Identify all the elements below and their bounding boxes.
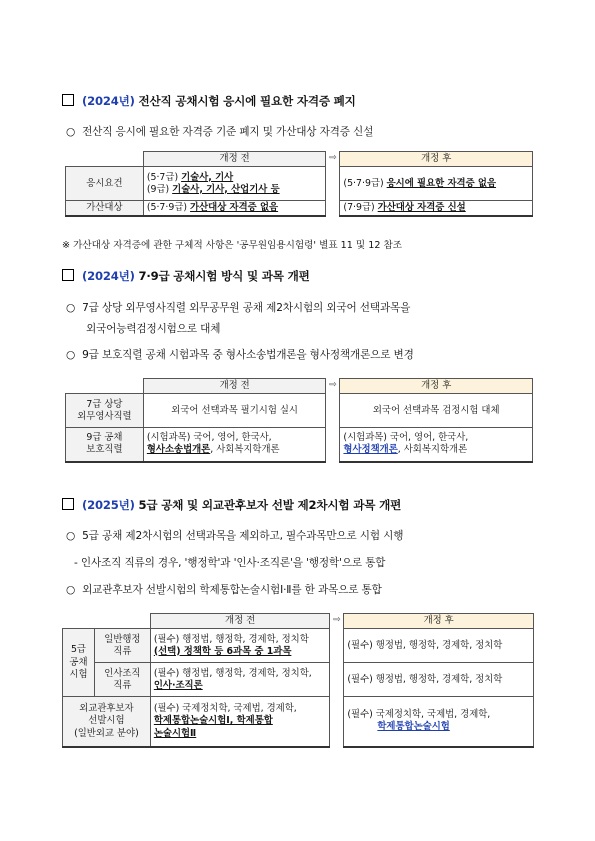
row-label: 외교관후보자 선발시험 (일반외교 분야) [63, 697, 151, 747]
after-header: 개정 후 [340, 379, 533, 394]
section-2-bullet-2: ○ 9급 보호직렬 공채 시험과목 중 형사소송법개론을 형사정책개론으로 변경 [66, 349, 414, 361]
after-cell: (5·7·9급) 응시에 필요한 자격증 없음 [340, 167, 533, 201]
section-3-heading: (2025년) 5급 공채 및 외교관후보자 선발 제2차시험 과목 개편 [62, 497, 401, 513]
checkbox-square-icon [62, 94, 74, 106]
group-label: 5급 공채 시험 [63, 629, 95, 697]
row-label: 7급 상당 외무영사직렬 [66, 394, 144, 428]
table-section-2 [65, 378, 533, 463]
row-label: 가산대상 [66, 201, 144, 217]
before-header: 개정 전 [143, 152, 326, 167]
section-1-heading: (2024년) 전산직 공채시험 응시에 필요한 자격증 폐지 [62, 93, 356, 109]
arrow-right-icon: ⇨ [329, 380, 337, 391]
checkbox-square-icon [62, 498, 74, 510]
after-cell: (시험과목) 국어, 영어, 한국사, 형사정책개론, 사회복지학개론 [340, 428, 533, 462]
before-cell: (시험과목) 국어, 영어, 한국사, 형사소송법개론, 사회복지학개론 [143, 428, 326, 462]
row-label: 일반행정 직류 [94, 629, 150, 663]
arrow-right-icon: ⇨ [333, 615, 341, 626]
after-cell: 외국어 선택과목 검정시험 대체 [340, 394, 533, 428]
after-cell: (필수) 행정법, 행정학, 경제학, 정치학 [344, 629, 534, 663]
after-cell: (7·9급) 가산대상 자격증 신설 [340, 201, 533, 217]
row-label: 응시요건 [66, 167, 144, 201]
before-header: 개정 전 [150, 614, 330, 629]
before-cell: 외국어 선택과목 필기시험 실시 [143, 394, 326, 428]
arrow-right-icon: ⇨ [329, 153, 337, 164]
before-cell: (필수) 국제정치학, 국제법, 경제학, 학제통합논술시험Ⅰ, 학제통합 논술시험Ⅱ [150, 697, 330, 747]
section-1-bullet: ○ 전산직 응시에 필요한 자격증 기준 폐지 및 가산대상 자격증 신설 [66, 126, 374, 138]
section-3-bullet-2: ○ 외교관후보자 선발시험의 학제통합논술시험Ⅰ·Ⅱ를 한 과목으로 통합 [66, 584, 382, 596]
section-3-dash: - 인사조직 직류의 경우, '행정학'과 '인사·조직론'을 '행정학'으로 통합 [74, 557, 386, 569]
section-1-note: ※ 가산대상 자격증에 관한 구체적 사항은 '공무원임용시험령' 별표 11 및 12 참조 [62, 240, 403, 251]
before-cell: (5·7급) 기술사, 기사 (9급) 기술사, 기사, 산업기사 등 [143, 167, 326, 201]
checkbox-square-icon [62, 269, 74, 281]
row-label: 9급 공채 보호직렬 [66, 428, 144, 462]
row-label: 인사조직 직류 [94, 663, 150, 697]
before-cell: (필수) 행정법, 행정학, 경제학, 정치학, 인사·조직론 [150, 663, 330, 697]
table-section-1 [65, 151, 533, 217]
before-header: 개정 전 [143, 379, 326, 394]
after-header: 개정 후 [340, 152, 533, 167]
before-cell: (5·7·9급) 가산대상 자격증 없음 [143, 201, 326, 217]
after-header: 개정 후 [344, 614, 534, 629]
section-2-heading: (2024년) 7·9급 공채시험 방식 및 과목 개편 [62, 268, 310, 284]
after-cell: (필수) 국제정치학, 국제법, 경제학, 학제통합논술시험 [344, 697, 534, 747]
table-section-3 [62, 613, 534, 748]
section-2-bullet-1-cont: 외국어능력검정시험으로 대체 [86, 323, 221, 335]
section-3-bullet-1: ○ 5급 공채 제2차시험의 선택과목을 제외하고, 필수과목만으로 시험 시행 [66, 530, 404, 542]
before-cell: (필수) 행정법, 행정학, 경제학, 정치학 (선택) 정책학 등 6과목 중 1과목 [150, 629, 330, 663]
after-cell: (필수) 행정법, 행정학, 경제학, 정치학 [344, 663, 534, 697]
section-2-bullet-1: ○ 7급 상당 외무영사직렬 외무공무원 공채 제2차시험의 외국어 선택과목을 [66, 302, 411, 314]
